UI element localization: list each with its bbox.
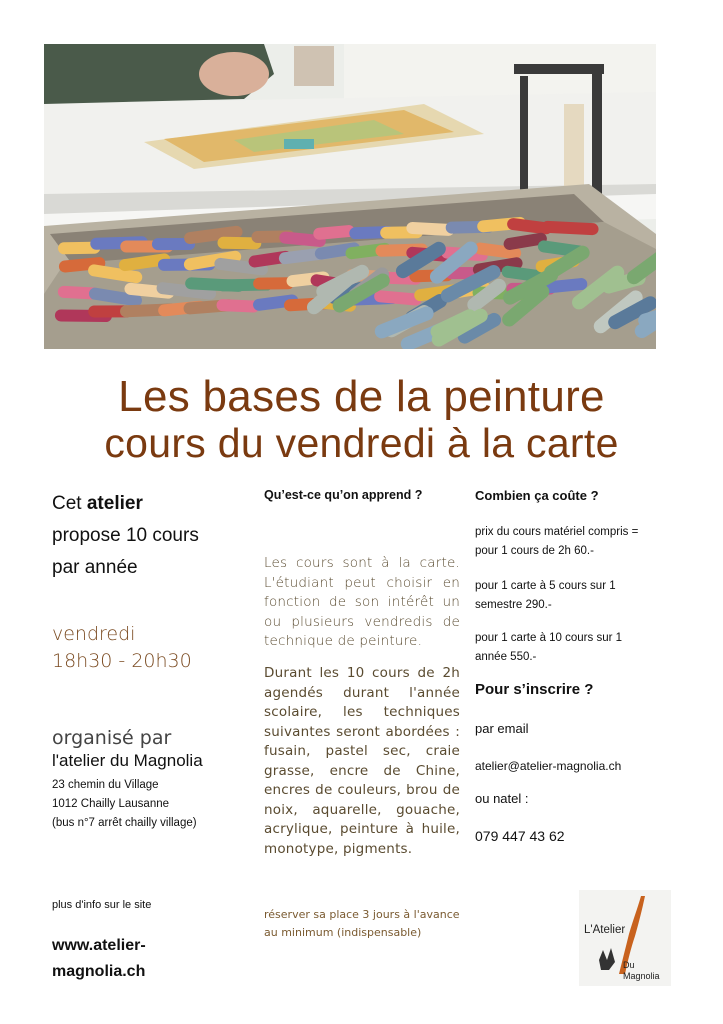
intro-line-2: propose 10 cours xyxy=(52,525,199,546)
price-card-10 xyxy=(475,629,675,667)
schedule-day: vendredi xyxy=(52,623,136,645)
price-card-5-line-2: semestre 290.- xyxy=(475,599,552,611)
logo-text-du: Du xyxy=(623,960,635,970)
price-card-10-line-1: pour 1 carte à 10 cours sur 1 xyxy=(475,632,623,644)
price-single-line-2: pour 1 cours de 2h 60.- xyxy=(475,545,594,557)
website-link[interactable] xyxy=(52,933,182,985)
intro-text xyxy=(52,488,252,584)
reserve-line-2: au minimum (indispensable) xyxy=(264,926,422,939)
register-heading: Pour s’inscrire ? xyxy=(475,681,594,698)
title-line-2: cours du vendredi à la carte xyxy=(104,420,619,466)
atelier-logo xyxy=(579,890,671,986)
title-line-1: Les bases de la peinture xyxy=(118,372,605,421)
schedule-time: 18h30 - 20h30 xyxy=(52,650,192,672)
price-single-line-1: prix du cours matériel compris = xyxy=(475,526,639,538)
website-line-2[interactable]: magnolia.ch xyxy=(52,963,146,980)
address-line-2: 1012 Chailly Lausanne xyxy=(52,798,170,810)
intro-prefix: Cet xyxy=(52,493,87,514)
price-card-10-line-2: année 550.- xyxy=(475,651,537,663)
price-single xyxy=(475,523,675,561)
learn-paragraph-2: Durant les 10 cours de 2h agendés durant l'année scolaire, les techniques suivantes seront abordées : fusain, pastel sec, craie grasse, encre de Chine, encres de couleurs, brou de noix, aquarelle, gouache, acrylique, peinture à huile, monotype, pigments. xyxy=(264,665,460,857)
phone-label: ou natel : xyxy=(475,791,529,806)
organizer-label: organisé par xyxy=(52,727,172,749)
site-label: plus d'info sur le site xyxy=(52,899,152,911)
price-card-5-line-1: pour 1 carte à 5 cours sur 1 xyxy=(475,580,616,592)
cost-heading: Combien ça coûte ? xyxy=(475,488,599,503)
email-link[interactable]: atelier@atelier-magnolia.ch xyxy=(475,759,622,773)
learn-paragraph-1: Les cours sont à la carte. L'étudiant peut choisir en fonction de son intérêt un ou plusieurs vendredis de technique de peinture. xyxy=(264,555,460,649)
reserve-note xyxy=(264,906,460,942)
schedule xyxy=(52,621,192,675)
organizer-name: l'atelier du Magnolia xyxy=(52,751,203,770)
organizer-address xyxy=(52,776,197,833)
learn-heading: Qu’est-ce qu’on apprend ? xyxy=(264,488,423,502)
intro-bold: atelier xyxy=(86,493,143,514)
price-card-5 xyxy=(475,577,675,615)
address-line-1: 23 chemin du Village xyxy=(52,779,159,791)
reserve-line-1: réserver sa place 3 jours à l'avance xyxy=(264,908,460,921)
email-label: par email xyxy=(475,721,529,736)
pastels-photo xyxy=(44,44,656,349)
phone-number[interactable]: 079 447 43 62 xyxy=(475,828,565,844)
address-line-3: (bus n°7 arrêt chailly village) xyxy=(52,817,197,829)
website-line-1[interactable]: www.atelier- xyxy=(52,937,146,954)
logo-text-main: L'Atelier xyxy=(584,924,626,936)
logo-text-magnolia: Magnolia xyxy=(623,971,660,981)
intro-line-3: par année xyxy=(52,557,138,578)
